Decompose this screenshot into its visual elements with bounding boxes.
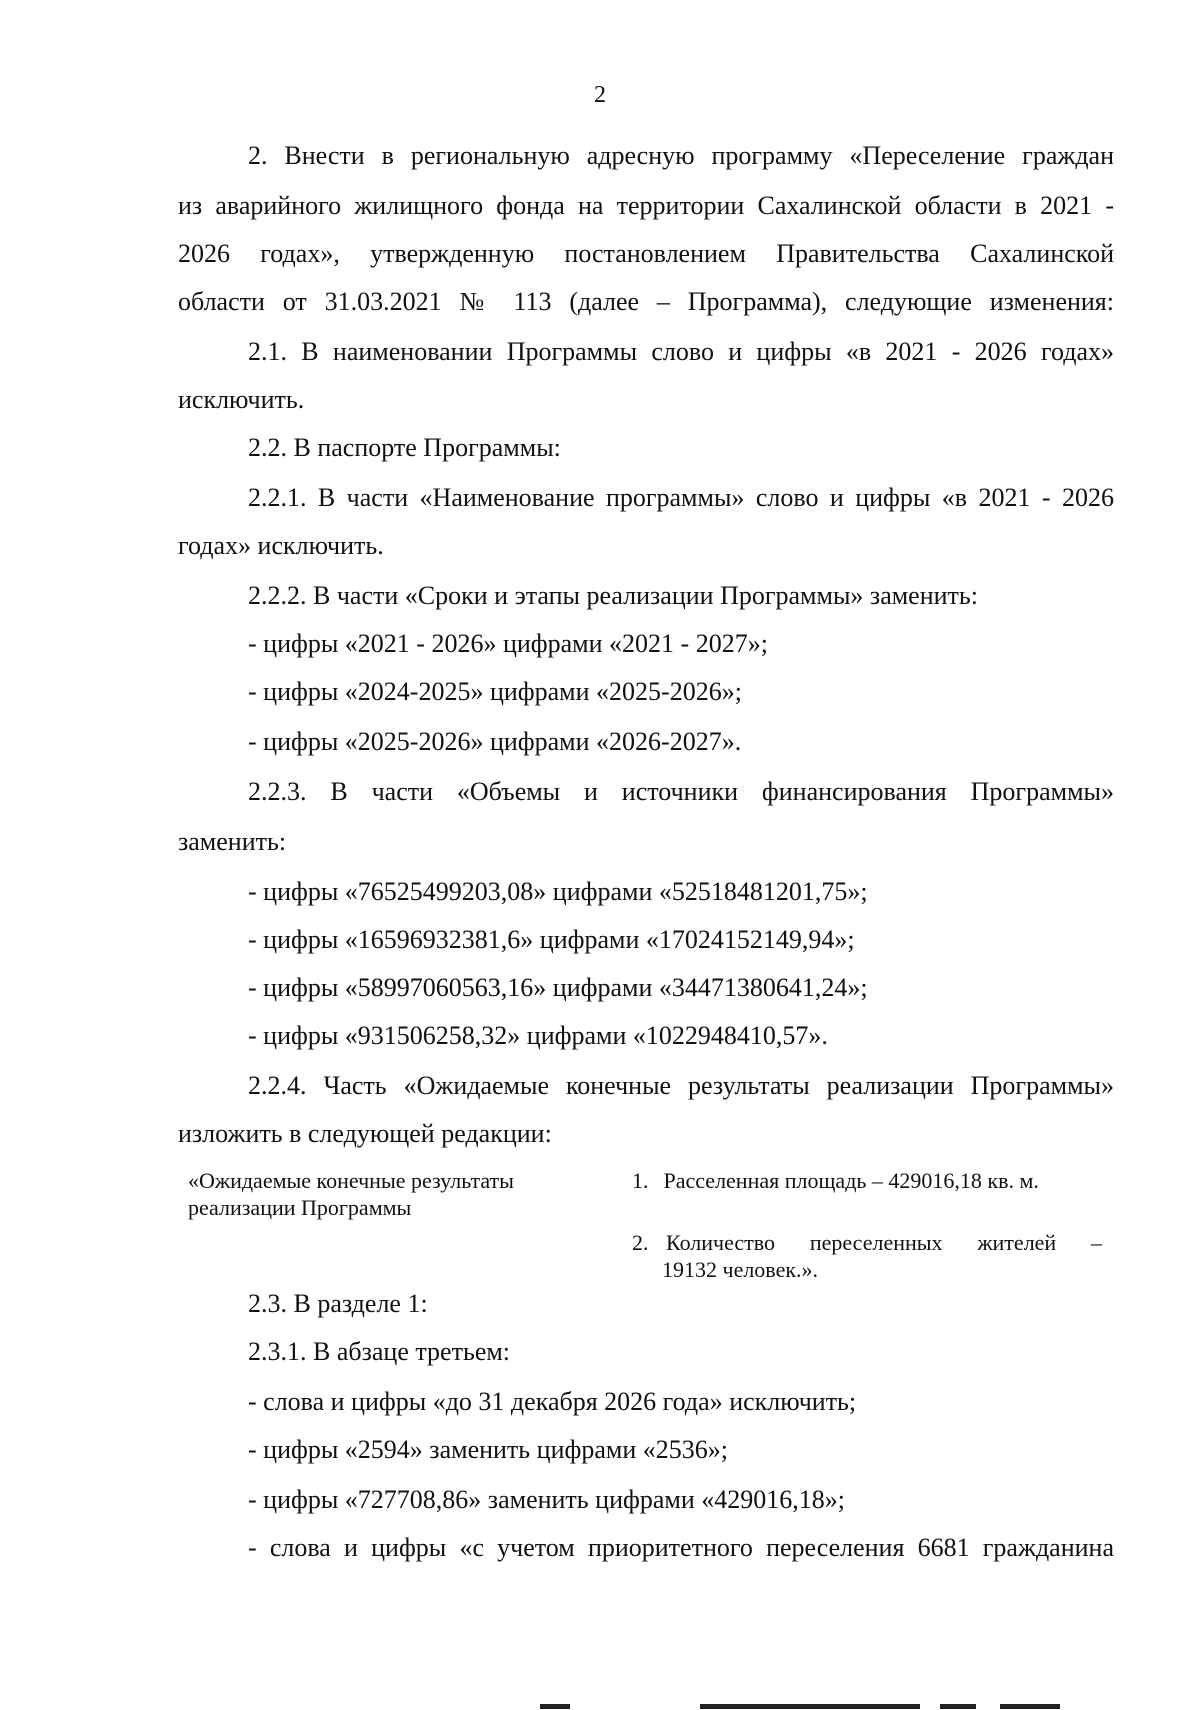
- paragraph-line: из аварийного жилищного фонда на территории Сахалинской области в 2021 -: [178, 191, 1114, 220]
- paragraph-line: 2.2. В паспорте Программы:: [248, 433, 561, 462]
- paragraph-line: - цифры «2021 - 2026» цифрами «2021 - 2027»;: [248, 629, 768, 658]
- paragraph-line: - слова и цифры «с учетом приоритетного переселения 6681 гражданина: [248, 1533, 1114, 1562]
- paragraph-line: - цифры «727708,86» заменить цифрами «429016,18»;: [248, 1485, 845, 1514]
- paragraph-line: - цифры «2594» заменить цифрами «2536»;: [248, 1435, 728, 1464]
- results-table-label: [188, 1167, 608, 1221]
- results-item-text: Расселенная площадь – 429016,18 кв. м.: [663, 1168, 1039, 1193]
- results-item-number: 2.: [632, 1230, 649, 1255]
- paragraph-line: - цифры «16596932381,6» цифрами «17024152149,94»;: [248, 925, 855, 954]
- paragraph-line: 2.2.2. В части «Сроки и этапы реализации Программы» заменить:: [248, 581, 978, 610]
- paragraph-line: - цифры «931506258,32» цифрами «1022948410,57».: [248, 1021, 828, 1050]
- results-item-number: 1.: [632, 1168, 649, 1193]
- results-item-area: [632, 1167, 1102, 1194]
- paragraph-line: - цифры «2025-2026» цифрами «2026-2027».: [248, 727, 742, 756]
- paragraph-line: изложить в следующей редакции:: [178, 1119, 552, 1148]
- paragraph-line: 2.3. В разделе 1:: [248, 1289, 428, 1318]
- results-table-label-line: «Ожидаемые конечные результаты: [188, 1168, 514, 1193]
- paragraph-line: 2. Внести в региональную адресную программу «Переселение граждан: [248, 141, 1114, 170]
- paragraph-line: годах» исключить.: [178, 531, 384, 560]
- paragraph-line: - цифры «76525499203,08» цифрами «52518481201,75»;: [248, 877, 868, 906]
- page-number: 2: [594, 82, 606, 108]
- results-item-residents: [632, 1229, 1102, 1283]
- results-item-line: [632, 1167, 1102, 1194]
- paragraph-line: заменить:: [178, 827, 287, 856]
- paragraph-line: 2.3.1. В абзаце третьем:: [248, 1337, 511, 1366]
- paragraph-line: 2.2.1. В части «Наименование программы» слово и цифры «в 2021 - 2026: [248, 483, 1114, 512]
- results-item-line: [632, 1229, 1102, 1256]
- paragraph-line: - цифры «2024-2025» цифрами «2025-2026»;: [248, 677, 742, 706]
- paragraph-line: 2.2.3. В части «Объемы и источники финансирования Программы»: [248, 777, 1114, 806]
- paragraph-line: области от 31.03.2021 № 113 (далее – Программа), следующие изменения:: [178, 287, 1114, 316]
- results-item-text: Количество переселенных жителей –: [666, 1230, 1102, 1255]
- scan-edge-artifact: [0, 1702, 1200, 1710]
- paragraph-line: - цифры «58997060563,16» цифрами «34471380641,24»;: [248, 973, 868, 1002]
- paragraph-line: исключить.: [178, 385, 305, 414]
- paragraph-line: - слова и цифры «до 31 декабря 2026 года» исключить;: [248, 1387, 857, 1416]
- results-item-continuation: 19132 человек.».: [662, 1257, 819, 1282]
- paragraph-line: 2.2.4. Часть «Ожидаемые конечные результаты реализации Программы»: [248, 1071, 1114, 1100]
- paragraph-line: 2026 годах», утвержденную постановлением Правительства Сахалинской: [178, 239, 1114, 268]
- paragraph-line: 2.1. В наименовании Программы слово и цифры «в 2021 - 2026 годах»: [248, 337, 1114, 366]
- results-table-label-line: реализации Программы: [188, 1195, 412, 1220]
